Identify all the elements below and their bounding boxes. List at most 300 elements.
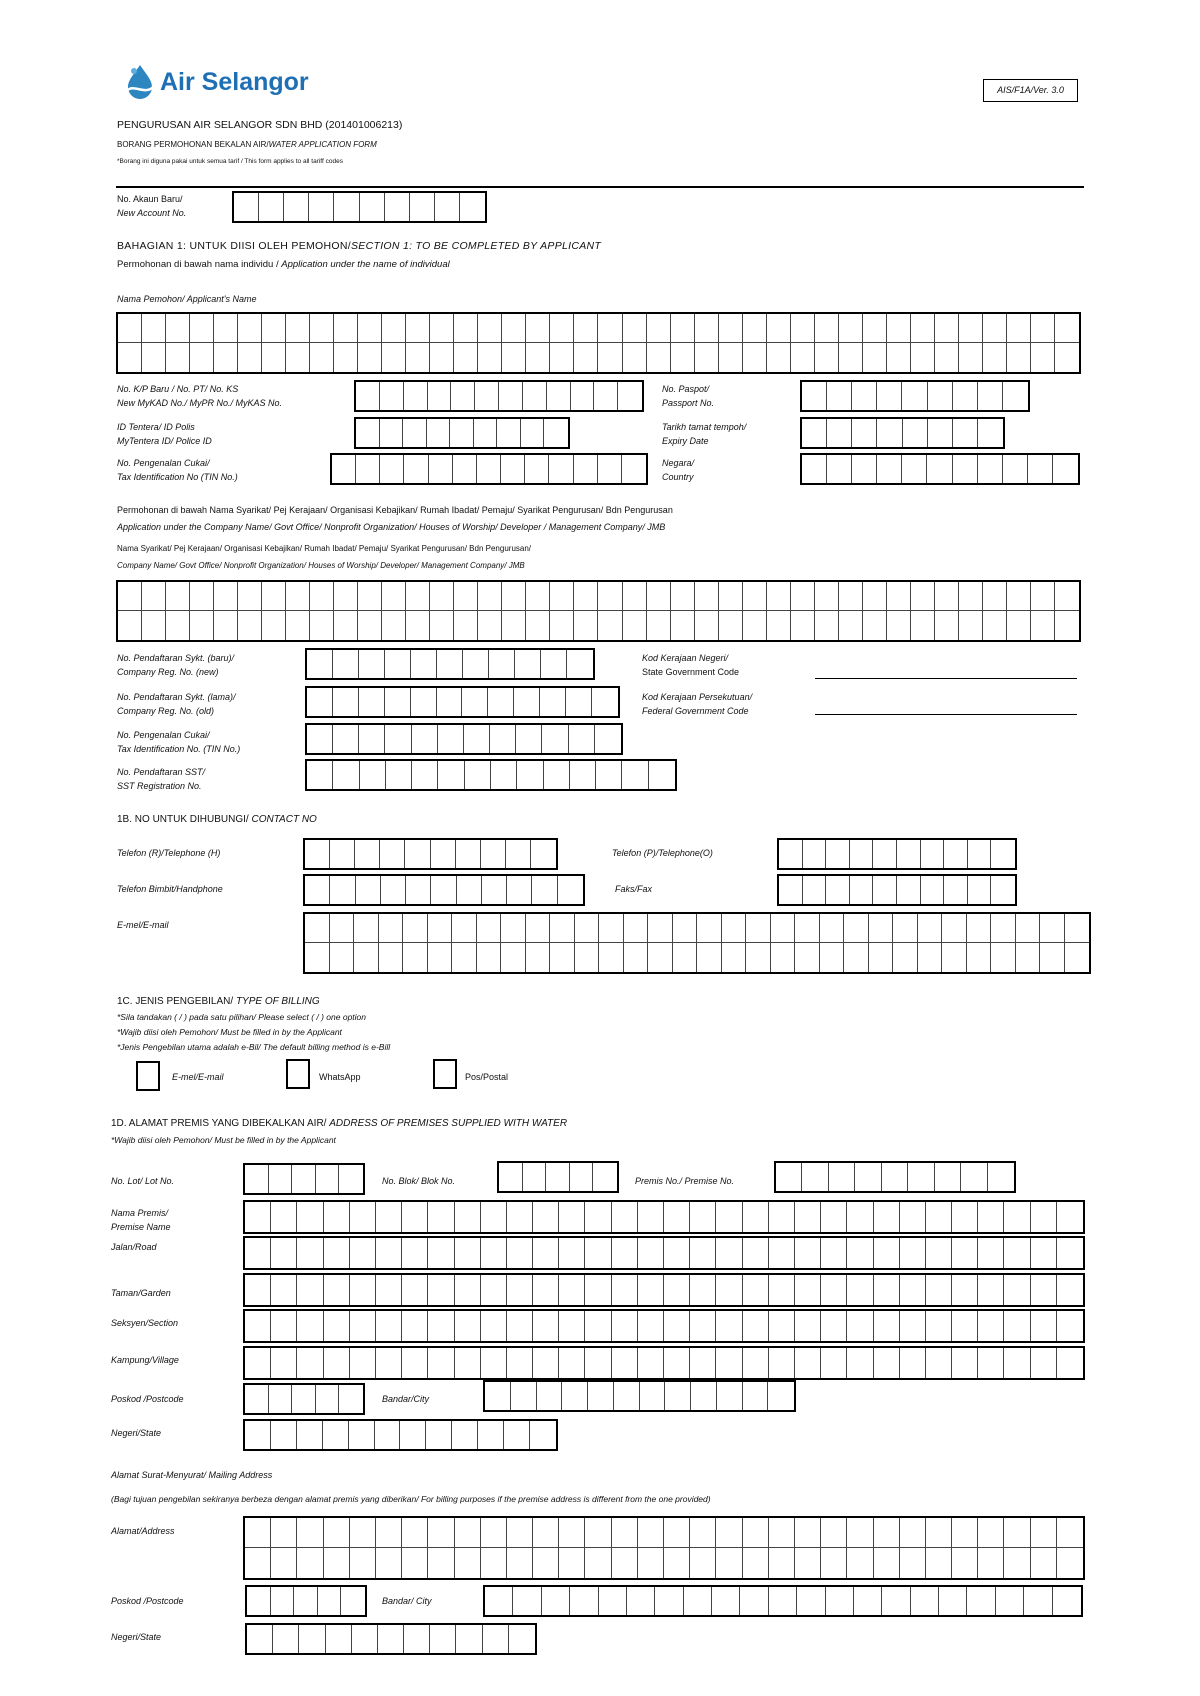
char-cell[interactable] (499, 1163, 523, 1191)
char-cell[interactable] (926, 1518, 952, 1548)
char-cell[interactable] (358, 343, 382, 372)
char-cell[interactable] (585, 1548, 611, 1578)
char-cell[interactable] (771, 943, 796, 972)
char-cell[interactable] (593, 1163, 617, 1191)
char-cell[interactable] (967, 1587, 995, 1615)
char-cell[interactable] (245, 1518, 271, 1548)
mykad-field[interactable] (354, 380, 644, 412)
char-cell[interactable] (638, 1518, 664, 1548)
char-cell[interactable] (743, 1311, 769, 1341)
char-cell[interactable] (852, 419, 877, 447)
char-cell[interactable] (477, 914, 502, 943)
char-cell[interactable] (574, 582, 598, 611)
mailing-postcode-field[interactable] (245, 1585, 367, 1617)
char-cell[interactable] (412, 725, 438, 753)
char-cell[interactable] (863, 343, 887, 372)
char-cell[interactable] (478, 1421, 504, 1449)
char-cell[interactable] (481, 1348, 507, 1378)
char-cell[interactable] (354, 914, 379, 943)
char-cell[interactable] (716, 1548, 742, 1578)
char-cell[interactable] (952, 1548, 978, 1578)
char-cell[interactable] (566, 688, 592, 716)
char-cell[interactable] (1004, 1518, 1030, 1548)
char-cell[interactable] (507, 1275, 533, 1305)
char-cell[interactable] (435, 193, 460, 221)
char-cell[interactable] (350, 1202, 376, 1232)
char-cell[interactable] (271, 1421, 297, 1449)
char-cell[interactable] (908, 1163, 934, 1191)
char-cell[interactable] (821, 1311, 847, 1341)
char-cell[interactable] (526, 343, 550, 372)
char-cell[interactable] (380, 455, 404, 483)
char-cell[interactable] (142, 582, 166, 611)
char-cell[interactable] (847, 1518, 873, 1548)
char-cell[interactable] (695, 582, 719, 611)
char-cell[interactable] (978, 1202, 1004, 1232)
char-cell[interactable] (454, 611, 478, 640)
char-cell[interactable] (594, 382, 618, 410)
char-cell[interactable] (379, 943, 404, 972)
char-cell[interactable] (638, 1275, 664, 1305)
char-cell[interactable] (546, 1163, 570, 1191)
billing-email-checkbox[interactable] (136, 1061, 160, 1091)
char-cell[interactable] (664, 1238, 690, 1268)
char-cell[interactable] (310, 582, 334, 611)
char-cell[interactable] (959, 611, 983, 640)
char-cell[interactable] (428, 1518, 454, 1548)
char-cell[interactable] (269, 1385, 293, 1413)
char-cell[interactable] (428, 1548, 454, 1578)
char-cell[interactable] (839, 314, 863, 343)
char-cell[interactable] (485, 1382, 511, 1410)
char-cell[interactable] (768, 1382, 794, 1410)
char-cell[interactable] (297, 1311, 323, 1341)
char-cell[interactable] (273, 1625, 299, 1653)
char-cell[interactable] (961, 1163, 987, 1191)
char-cell[interactable] (509, 1625, 535, 1653)
char-cell[interactable] (967, 943, 992, 972)
char-cell[interactable] (454, 582, 478, 611)
char-cell[interactable] (406, 314, 430, 343)
char-cell[interactable] (238, 611, 262, 640)
char-cell[interactable] (897, 840, 921, 868)
char-cell[interactable] (537, 1382, 563, 1410)
char-cell[interactable] (533, 1548, 559, 1578)
char-cell[interactable] (697, 914, 722, 943)
char-cell[interactable] (411, 650, 437, 678)
char-cell[interactable] (437, 650, 463, 678)
char-cell[interactable] (795, 1311, 821, 1341)
char-cell[interactable] (877, 455, 902, 483)
char-cell[interactable] (1016, 914, 1041, 943)
char-cell[interactable] (716, 1348, 742, 1378)
char-cell[interactable] (550, 914, 575, 943)
road-field[interactable] (243, 1236, 1085, 1270)
char-cell[interactable] (585, 1311, 611, 1341)
char-cell[interactable] (716, 1202, 742, 1232)
char-cell[interactable] (716, 1275, 742, 1305)
char-cell[interactable] (452, 914, 477, 943)
char-cell[interactable] (673, 943, 698, 972)
char-cell[interactable] (874, 1275, 900, 1305)
char-cell[interactable] (402, 1548, 428, 1578)
char-cell[interactable] (942, 943, 967, 972)
char-cell[interactable] (575, 943, 600, 972)
char-cell[interactable] (1057, 1275, 1083, 1305)
char-cell[interactable] (451, 382, 475, 410)
char-cell[interactable] (1031, 343, 1055, 372)
section-field[interactable] (243, 1309, 1085, 1343)
char-cell[interactable] (284, 193, 309, 221)
char-cell[interactable] (1057, 1348, 1083, 1378)
char-cell[interactable] (598, 455, 622, 483)
char-cell[interactable] (549, 455, 573, 483)
char-cell[interactable] (381, 876, 406, 904)
char-cell[interactable] (286, 343, 310, 372)
char-cell[interactable] (438, 725, 464, 753)
char-cell[interactable] (404, 455, 428, 483)
char-cell[interactable] (776, 1163, 802, 1191)
char-cell[interactable] (455, 1348, 481, 1378)
char-cell[interactable] (624, 943, 649, 972)
char-cell[interactable] (743, 582, 767, 611)
char-cell[interactable] (612, 1518, 638, 1548)
billing-whatsapp-checkbox[interactable] (286, 1059, 310, 1089)
char-cell[interactable] (847, 1202, 873, 1232)
char-cell[interactable] (403, 943, 428, 972)
char-cell[interactable] (385, 688, 411, 716)
char-cell[interactable] (795, 1348, 821, 1378)
char-cell[interactable] (690, 1238, 716, 1268)
char-cell[interactable] (214, 314, 238, 343)
char-cell[interactable] (827, 419, 852, 447)
char-cell[interactable] (455, 1311, 481, 1341)
char-cell[interactable] (542, 725, 568, 753)
char-cell[interactable] (477, 455, 501, 483)
char-cell[interactable] (815, 343, 839, 372)
char-cell[interactable] (771, 914, 796, 943)
char-cell[interactable] (690, 1275, 716, 1305)
char-cell[interactable] (297, 1275, 323, 1305)
village-field[interactable] (243, 1346, 1085, 1380)
char-cell[interactable] (410, 193, 435, 221)
char-cell[interactable] (533, 1238, 559, 1268)
postcode-field[interactable] (243, 1383, 365, 1415)
char-cell[interactable] (769, 1238, 795, 1268)
char-cell[interactable] (821, 1275, 847, 1305)
char-cell[interactable] (839, 582, 863, 611)
char-cell[interactable] (356, 382, 380, 410)
char-cell[interactable] (454, 343, 478, 372)
char-cell[interactable] (978, 382, 1003, 410)
char-cell[interactable] (428, 943, 453, 972)
char-cell[interactable] (588, 1382, 614, 1410)
char-cell[interactable] (526, 943, 551, 972)
char-cell[interactable] (428, 1238, 454, 1268)
char-cell[interactable] (671, 611, 695, 640)
char-cell[interactable] (380, 382, 404, 410)
char-cell[interactable] (430, 1625, 456, 1653)
char-cell[interactable] (286, 314, 310, 343)
char-cell[interactable] (1031, 1202, 1057, 1232)
char-cell[interactable] (533, 1311, 559, 1341)
fed-code-line[interactable] (815, 714, 1077, 715)
char-cell[interactable] (245, 1275, 271, 1305)
char-cell[interactable] (983, 611, 1007, 640)
char-cell[interactable] (385, 725, 411, 753)
char-cell[interactable] (719, 582, 743, 611)
char-cell[interactable] (671, 582, 695, 611)
char-cell[interactable] (380, 840, 405, 868)
char-cell[interactable] (911, 343, 935, 372)
char-cell[interactable] (286, 611, 310, 640)
char-cell[interactable] (952, 1275, 978, 1305)
char-cell[interactable] (978, 1518, 1004, 1548)
char-cell[interactable] (648, 914, 673, 943)
char-cell[interactable] (717, 1382, 743, 1410)
char-cell[interactable] (1055, 314, 1079, 343)
char-cell[interactable] (526, 582, 550, 611)
char-cell[interactable] (887, 343, 911, 372)
char-cell[interactable] (324, 1518, 350, 1548)
char-cell[interactable] (900, 1548, 926, 1578)
char-cell[interactable] (743, 343, 767, 372)
char-cell[interactable] (820, 943, 845, 972)
char-cell[interactable] (926, 1348, 952, 1378)
char-cell[interactable] (684, 1587, 712, 1615)
char-cell[interactable] (511, 1382, 537, 1410)
char-cell[interactable] (647, 314, 671, 343)
char-cell[interactable] (967, 914, 992, 943)
char-cell[interactable] (339, 1385, 363, 1413)
char-cell[interactable] (497, 419, 521, 447)
char-cell[interactable] (877, 419, 902, 447)
char-cell[interactable] (450, 419, 474, 447)
char-cell[interactable] (829, 1163, 855, 1191)
char-cell[interactable] (983, 582, 1007, 611)
char-cell[interactable] (507, 1348, 533, 1378)
char-cell[interactable] (402, 1311, 428, 1341)
char-cell[interactable] (847, 1311, 873, 1341)
char-cell[interactable] (358, 611, 382, 640)
char-cell[interactable] (402, 1275, 428, 1305)
char-cell[interactable] (598, 343, 622, 372)
char-cell[interactable] (690, 1348, 716, 1378)
char-cell[interactable] (1031, 1311, 1057, 1341)
char-cell[interactable] (355, 840, 380, 868)
char-cell[interactable] (426, 1421, 452, 1449)
char-cell[interactable] (1031, 1348, 1057, 1378)
char-cell[interactable] (863, 611, 887, 640)
char-cell[interactable] (618, 382, 642, 410)
char-cell[interactable] (118, 611, 142, 640)
char-cell[interactable] (1055, 582, 1079, 611)
char-cell[interactable] (427, 419, 451, 447)
char-cell[interactable] (1031, 1548, 1057, 1578)
char-cell[interactable] (900, 1275, 926, 1305)
char-cell[interactable] (142, 314, 166, 343)
char-cell[interactable] (506, 840, 531, 868)
char-cell[interactable] (475, 382, 499, 410)
char-cell[interactable] (740, 1587, 768, 1615)
premise-name-field[interactable] (243, 1200, 1085, 1234)
char-cell[interactable] (334, 343, 358, 372)
char-cell[interactable] (428, 1348, 454, 1378)
char-cell[interactable] (844, 914, 869, 943)
char-cell[interactable] (926, 1275, 952, 1305)
char-cell[interactable] (926, 1238, 952, 1268)
char-cell[interactable] (499, 382, 523, 410)
char-cell[interactable] (952, 1202, 978, 1232)
char-cell[interactable] (330, 840, 355, 868)
char-cell[interactable] (330, 876, 355, 904)
char-cell[interactable] (935, 314, 959, 343)
char-cell[interactable] (746, 943, 771, 972)
char-cell[interactable] (769, 1518, 795, 1548)
char-cell[interactable] (815, 582, 839, 611)
char-cell[interactable] (376, 1202, 402, 1232)
char-cell[interactable] (190, 343, 214, 372)
char-cell[interactable] (911, 314, 935, 343)
char-cell[interactable] (746, 914, 771, 943)
char-cell[interactable] (767, 582, 791, 611)
char-cell[interactable] (690, 1202, 716, 1232)
char-cell[interactable] (944, 876, 968, 904)
char-cell[interactable] (893, 914, 918, 943)
char-cell[interactable] (935, 611, 959, 640)
char-cell[interactable] (826, 876, 850, 904)
char-cell[interactable] (526, 914, 551, 943)
char-cell[interactable] (795, 1275, 821, 1305)
reg-old-field[interactable] (305, 686, 620, 718)
char-cell[interactable] (978, 1311, 1004, 1341)
char-cell[interactable] (271, 1202, 297, 1232)
char-cell[interactable] (507, 1518, 533, 1548)
char-cell[interactable] (463, 650, 489, 678)
char-cell[interactable] (559, 1518, 585, 1548)
char-cell[interactable] (1024, 1587, 1052, 1615)
char-cell[interactable] (507, 1202, 533, 1232)
char-cell[interactable] (403, 419, 427, 447)
char-cell[interactable] (523, 1163, 547, 1191)
char-cell[interactable] (574, 314, 598, 343)
char-cell[interactable] (712, 1587, 740, 1615)
char-cell[interactable] (334, 582, 358, 611)
char-cell[interactable] (926, 1311, 952, 1341)
char-cell[interactable] (238, 343, 262, 372)
char-cell[interactable] (292, 1165, 316, 1193)
char-cell[interactable] (854, 1587, 882, 1615)
char-cell[interactable] (412, 761, 438, 789)
char-cell[interactable] (190, 611, 214, 640)
char-cell[interactable] (375, 1421, 401, 1449)
char-cell[interactable] (612, 1548, 638, 1578)
char-cell[interactable] (326, 1625, 352, 1653)
char-cell[interactable] (978, 1348, 1004, 1378)
char-cell[interactable] (911, 582, 935, 611)
fax-field[interactable] (777, 874, 1017, 906)
char-cell[interactable] (598, 314, 622, 343)
char-cell[interactable] (821, 1548, 847, 1578)
char-cell[interactable] (1055, 611, 1079, 640)
char-cell[interactable] (118, 582, 142, 611)
char-cell[interactable] (324, 1548, 350, 1578)
char-cell[interactable] (647, 582, 671, 611)
char-cell[interactable] (882, 1163, 908, 1191)
char-cell[interactable] (214, 582, 238, 611)
char-cell[interactable] (1057, 1238, 1083, 1268)
char-cell[interactable] (821, 1518, 847, 1548)
char-cell[interactable] (310, 611, 334, 640)
applicant-name-field[interactable] (116, 312, 1081, 374)
char-cell[interactable] (402, 1348, 428, 1378)
char-cell[interactable] (382, 582, 406, 611)
char-cell[interactable] (574, 455, 598, 483)
char-cell[interactable] (968, 876, 992, 904)
char-cell[interactable] (269, 1165, 293, 1193)
char-cell[interactable] (722, 943, 747, 972)
char-cell[interactable] (893, 943, 918, 972)
char-cell[interactable] (531, 840, 556, 868)
char-cell[interactable] (356, 876, 381, 904)
passport-field[interactable] (800, 380, 1030, 412)
char-cell[interactable] (802, 382, 827, 410)
char-cell[interactable] (525, 455, 549, 483)
char-cell[interactable] (874, 1238, 900, 1268)
char-cell[interactable] (453, 455, 477, 483)
char-cell[interactable] (664, 1548, 690, 1578)
char-cell[interactable] (638, 1238, 664, 1268)
char-cell[interactable] (887, 611, 911, 640)
char-cell[interactable] (991, 876, 1015, 904)
char-cell[interactable] (1004, 1275, 1030, 1305)
char-cell[interactable] (356, 455, 380, 483)
char-cell[interactable] (911, 1587, 939, 1615)
char-cell[interactable] (540, 688, 566, 716)
char-cell[interactable] (769, 1275, 795, 1305)
char-cell[interactable] (873, 876, 897, 904)
char-cell[interactable] (544, 419, 568, 447)
char-cell[interactable] (988, 1163, 1014, 1191)
tin-field[interactable] (330, 453, 648, 485)
state-code-line[interactable] (815, 678, 1077, 679)
char-cell[interactable] (978, 455, 1003, 483)
char-cell[interactable] (1031, 611, 1055, 640)
char-cell[interactable] (350, 1311, 376, 1341)
char-cell[interactable] (521, 419, 545, 447)
char-cell[interactable] (826, 840, 850, 868)
char-cell[interactable] (354, 943, 379, 972)
char-cell[interactable] (935, 582, 959, 611)
char-cell[interactable] (247, 1587, 271, 1615)
char-cell[interactable] (664, 1518, 690, 1548)
char-cell[interactable] (430, 314, 454, 343)
char-cell[interactable] (882, 1587, 910, 1615)
char-cell[interactable] (385, 650, 411, 678)
char-cell[interactable] (571, 382, 595, 410)
char-cell[interactable] (379, 914, 404, 943)
char-cell[interactable] (358, 582, 382, 611)
email-field[interactable] (303, 912, 1091, 974)
char-cell[interactable] (902, 455, 927, 483)
char-cell[interactable] (847, 1275, 873, 1305)
char-cell[interactable] (592, 688, 618, 716)
char-cell[interactable] (959, 314, 983, 343)
char-cell[interactable] (382, 343, 406, 372)
char-cell[interactable] (1003, 382, 1028, 410)
char-cell[interactable] (262, 611, 286, 640)
char-cell[interactable] (455, 1275, 481, 1305)
